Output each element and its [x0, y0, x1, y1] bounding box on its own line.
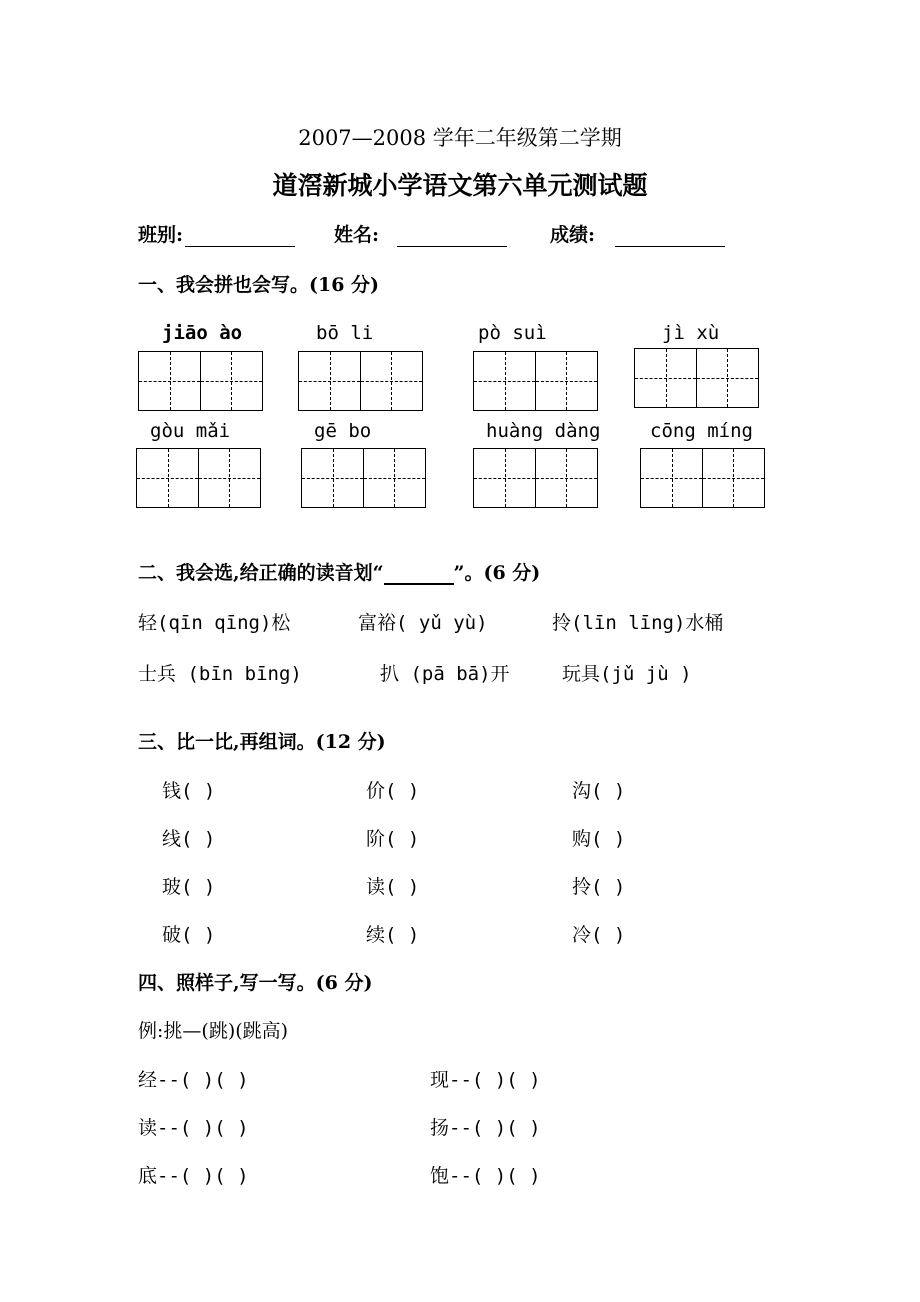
reading-choice[interactable]: 扒 (pā bā)开: [380, 663, 510, 685]
section2-heading: [138, 558, 540, 585]
writing-cell[interactable]: [363, 448, 426, 508]
section3-heading: 三、比一比,再组词。(12 分): [138, 731, 386, 753]
score-blank[interactable]: [615, 226, 725, 247]
score-field: [550, 220, 725, 247]
pinyin-label: pò suì: [478, 322, 547, 344]
compare-word-item[interactable]: 续( ): [366, 924, 420, 946]
pinyin-label: bō li: [316, 322, 374, 344]
pattern-item[interactable]: 底--( )( ): [138, 1165, 249, 1187]
writing-grid[interactable]: [634, 348, 759, 408]
class-blank[interactable]: [185, 226, 295, 247]
pattern-item[interactable]: 经--( )( ): [138, 1069, 249, 1091]
reading-choice[interactable]: 士兵 (bīn bīng): [138, 663, 302, 685]
reading-choice[interactable]: 轻(qīn qīng)松: [138, 612, 291, 634]
compare-word-item[interactable]: 拎( ): [572, 876, 626, 898]
exam-title: 道滘新城小学语文第六单元测试题: [272, 171, 648, 200]
pattern-item[interactable]: 读--( )( ): [138, 1117, 249, 1139]
writing-cell[interactable]: [138, 351, 201, 411]
reading-choice[interactable]: 玩具(jǔ jù ): [562, 663, 692, 685]
compare-word-item[interactable]: 钱( ): [162, 780, 216, 802]
writing-grid[interactable]: [473, 351, 598, 411]
score-label: 成绩:: [550, 224, 596, 246]
underline-sample: [384, 565, 454, 585]
compare-word-item[interactable]: 玻( ): [162, 876, 216, 898]
compare-word-item[interactable]: 冷( ): [572, 924, 626, 946]
pattern-item[interactable]: 现--( )( ): [430, 1069, 541, 1091]
compare-word-item[interactable]: 读( ): [366, 876, 420, 898]
writing-grid[interactable]: [138, 351, 263, 411]
compare-word-item[interactable]: 阶( ): [366, 828, 420, 850]
writing-cell[interactable]: [702, 448, 765, 508]
writing-cell[interactable]: [200, 351, 263, 411]
writing-cell[interactable]: [198, 448, 261, 508]
pinyin-label: cōng míng: [650, 420, 753, 442]
writing-grid[interactable]: [301, 448, 426, 508]
writing-cell[interactable]: [298, 351, 361, 411]
section1-heading: 一、我会拼也会写。(16 分): [138, 274, 380, 296]
class-field: [138, 220, 295, 247]
section4-heading: 四、照样子,写一写。(6 分): [138, 972, 373, 994]
writing-cell[interactable]: [634, 348, 697, 408]
writing-grid[interactable]: [136, 448, 261, 508]
section2-heading-post: ”。(6 分): [453, 562, 541, 584]
compare-word-item[interactable]: 破( ): [162, 924, 216, 946]
reading-choice[interactable]: 拎(līn līng)水桶: [552, 612, 724, 634]
writing-cell[interactable]: [473, 351, 536, 411]
name-label: 姓名:: [334, 224, 380, 246]
writing-cell[interactable]: [535, 448, 598, 508]
class-label: 班别:: [138, 224, 184, 246]
example-line: 例:挑—(跳)(跳高): [138, 1020, 289, 1042]
writing-cell[interactable]: [360, 351, 423, 411]
compare-word-item[interactable]: 沟( ): [572, 780, 626, 802]
section2-heading-pre: 二、我会选,给正确的读音划“: [138, 562, 384, 584]
writing-grid[interactable]: [298, 351, 423, 411]
name-blank[interactable]: [397, 226, 507, 247]
pinyin-label: gē bo: [314, 420, 372, 442]
name-field: [334, 220, 507, 247]
writing-cell[interactable]: [640, 448, 703, 508]
pattern-item[interactable]: 扬--( )( ): [430, 1117, 541, 1139]
writing-cell[interactable]: [535, 351, 598, 411]
exam-subtitle: 2007—2008 学年二年级第二学期: [298, 126, 622, 150]
pinyin-label: gòu mǎi: [150, 420, 231, 442]
pinyin-label: jì xù: [662, 322, 720, 344]
pinyin-label: jiāo ào: [162, 322, 243, 344]
writing-cell[interactable]: [473, 448, 536, 508]
pinyin-label: huàng dàng: [486, 420, 601, 442]
reading-choice[interactable]: 富裕( yǔ yù): [358, 612, 488, 634]
compare-word-item[interactable]: 购( ): [572, 828, 626, 850]
writing-grid[interactable]: [473, 448, 598, 508]
writing-cell[interactable]: [136, 448, 199, 508]
writing-grid[interactable]: [640, 448, 765, 508]
writing-cell[interactable]: [696, 348, 759, 408]
writing-cell[interactable]: [301, 448, 364, 508]
compare-word-item[interactable]: 线( ): [162, 828, 216, 850]
pattern-item[interactable]: 饱--( )( ): [430, 1165, 541, 1187]
compare-word-item[interactable]: 价( ): [366, 780, 420, 802]
